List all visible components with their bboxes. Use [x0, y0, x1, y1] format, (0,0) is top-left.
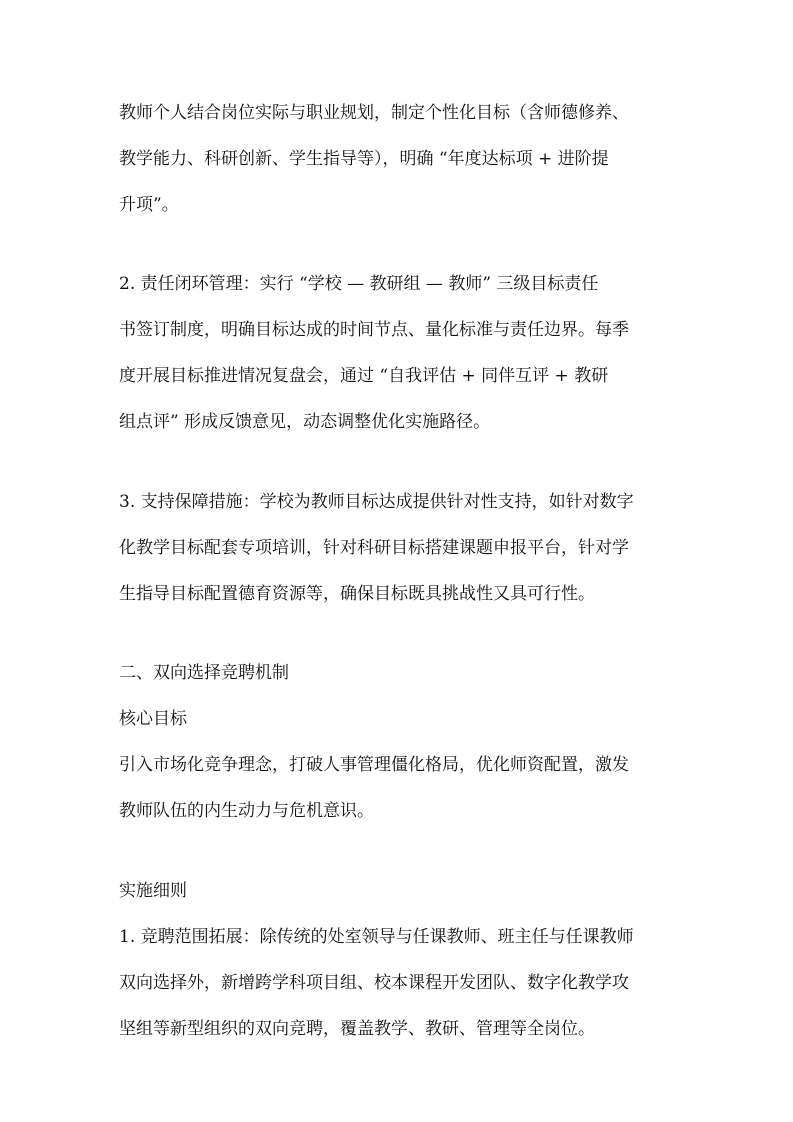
text-line: 引入市场化竞争理念，打破人事管理僵化格局，优化师资配置，激发	[119, 755, 629, 775]
text-line: 双向选择外，新增跨学科项目组、校本课程开发团队、数字化教学攻	[119, 973, 629, 993]
text-line: 组点评” 形成反馈意见，动态调整优化实施路径。	[119, 412, 491, 432]
text-line: 教师队伍的内生动力与危机意识。	[119, 801, 374, 821]
text-line: 化教学目标配套专项培训，针对科研目标搭建课题申报平台，针对学	[119, 538, 629, 558]
text-line: 书签订制度，明确目标达成的时间节点、量化标准与责任边界。每季	[119, 320, 629, 340]
text-line: 教学能力、科研创新、学生指导等），明确 “年度达标项 + 进阶提	[119, 149, 609, 169]
text-line: 3. 支持保障措施：学校为教师目标达成提供针对性支持，如针对数字	[119, 492, 634, 512]
subsection-heading: 实施细则	[119, 881, 187, 901]
section-heading: 二、双向选择竞聘机制	[119, 663, 289, 683]
text-line: 2. 责任闭环管理：实行 “学校 — 教研组 — 教师” 三级目标责任	[119, 274, 599, 294]
text-line: 坚组等新型组织的双向竞聘，覆盖教学、教研、管理等全岗位。	[119, 1019, 595, 1039]
subsection-heading: 核心目标	[119, 709, 187, 729]
text-line: 升项”。	[119, 195, 179, 215]
text-line: 教师个人结合岗位实际与职业规划，制定个性化目标（含师德修养、	[119, 103, 629, 123]
text-line: 度开展目标推进情况复盘会，通过 “自我评估 + 同伴互评 + 教研	[119, 366, 609, 386]
text-line: 1. 竞聘范围拓展：除传统的处室领导与任课教师、班主任与任课教师	[119, 927, 634, 947]
text-line: 生指导目标配置德育资源等，确保目标既具挑战性又具可行性。	[119, 584, 595, 604]
